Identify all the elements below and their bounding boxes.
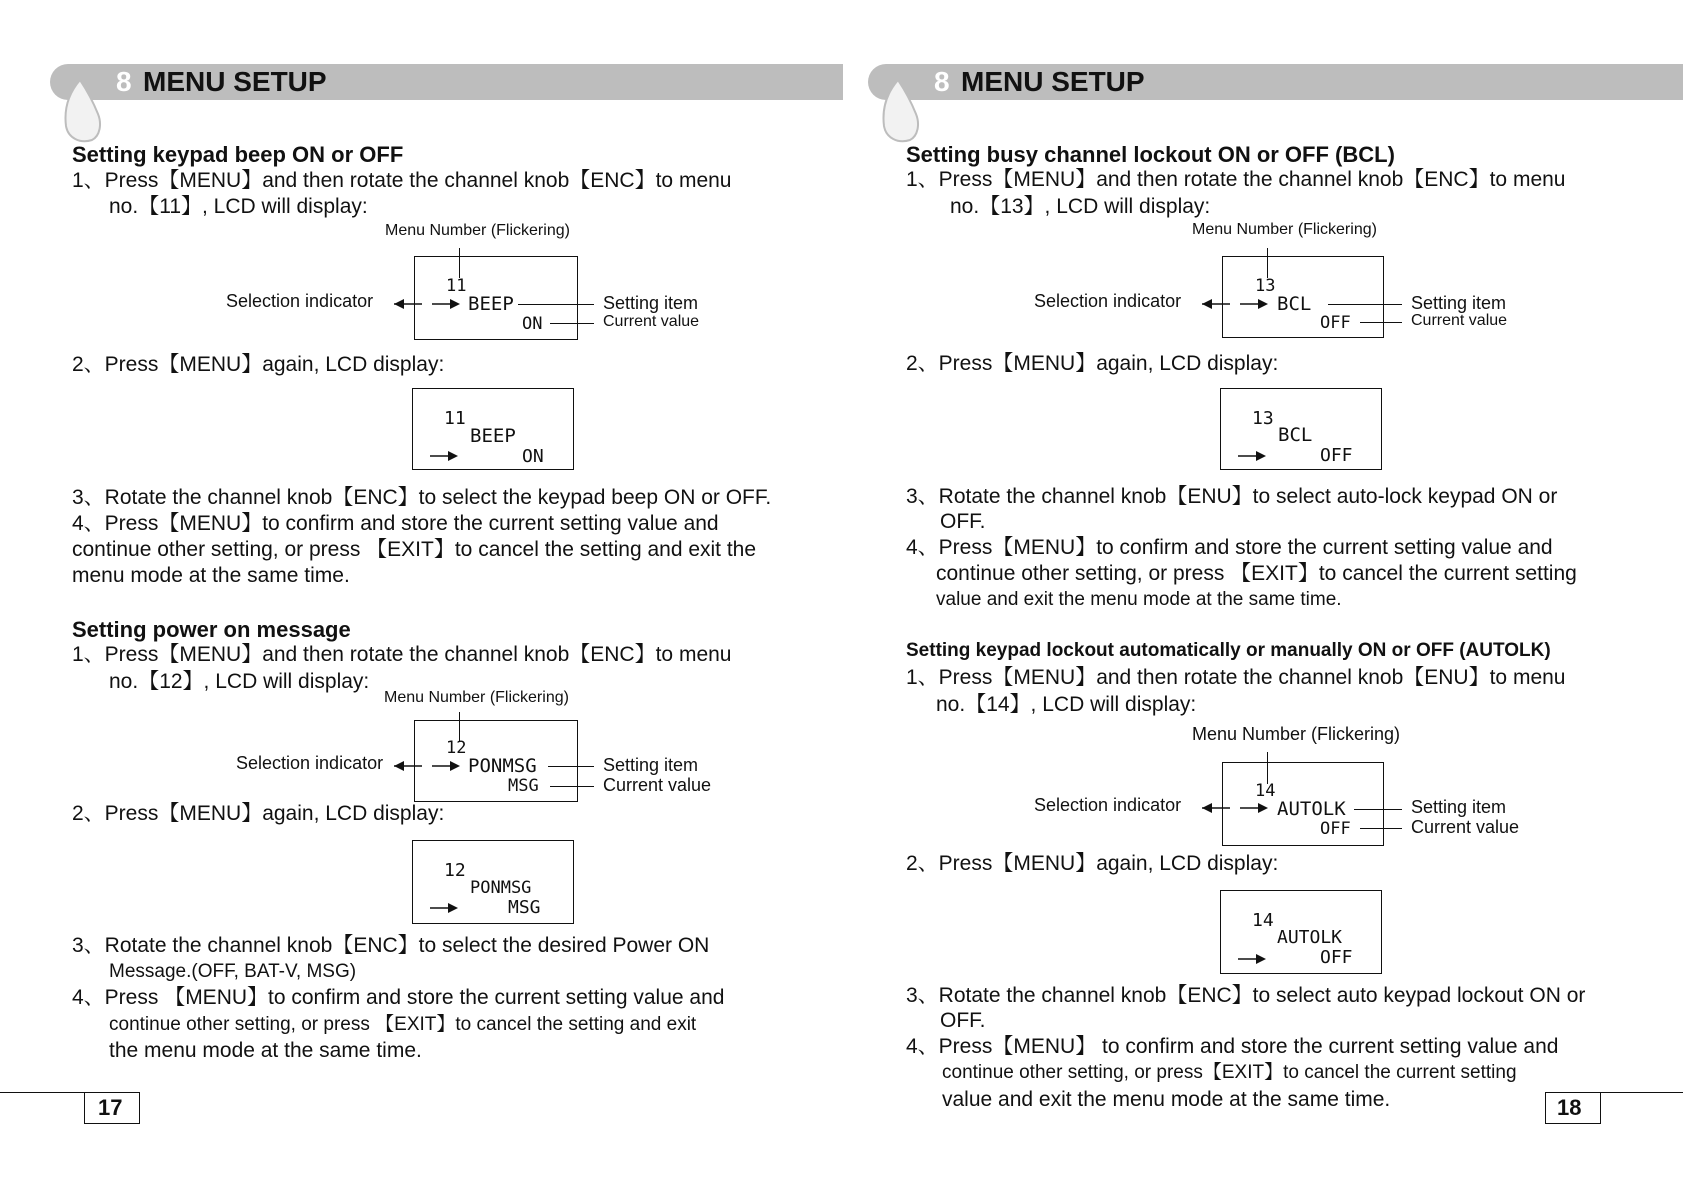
- lcd2-menu-number: 13: [1252, 408, 1274, 429]
- menu-number-label: Menu Number (Flickering): [1192, 221, 1377, 238]
- step-4-line-1: 4、Press【MENU】to confirm and store the current setting value and: [72, 512, 719, 535]
- pointer-line: [459, 248, 460, 278]
- step-3-line-2: Message.(OFF, BAT-V, MSG): [109, 961, 357, 982]
- step-4-line-3: menu mode at the same time.: [72, 564, 350, 587]
- lcd-menu-number: 11: [446, 276, 467, 296]
- lcd2-current-value: MSG: [508, 897, 541, 918]
- step-3-line-2: OFF.: [940, 510, 986, 533]
- lcd-setting-item: BEEP: [468, 293, 514, 315]
- lcd2-setting-item: BCL: [1278, 424, 1313, 446]
- lcd2-setting-item: BEEP: [470, 425, 516, 447]
- lcd-current-value: OFF: [1320, 819, 1351, 839]
- selection-indicator-label: Selection indicator: [1034, 291, 1182, 311]
- setting-item-label: Setting item: [1411, 293, 1507, 313]
- current-value-label: Current value: [603, 313, 700, 330]
- lcd2-menu-number: 12: [444, 860, 466, 881]
- setting-item-label: Setting item: [603, 293, 699, 313]
- menu-number-label: Menu Number (Flickering): [1192, 724, 1401, 744]
- lcd-current-value: ON: [522, 314, 543, 334]
- page-number: 17: [98, 1095, 123, 1120]
- section-title: Setting keypad lockout automatically or manually ON or OFF (AUTOLK): [906, 640, 1551, 661]
- lcd-setting-item: AUTOLK: [1277, 798, 1346, 820]
- step-2: 2、Press【MENU】again, LCD display:: [906, 852, 1279, 875]
- section-title: Setting busy channel lockout ON or OFF (BCL): [906, 142, 1395, 167]
- footer-rule: [0, 1092, 84, 1093]
- step-1-line-2: no.【11】, LCD will display:: [109, 195, 368, 218]
- lcd-current-value: MSG: [508, 776, 539, 796]
- selection-arrow-icon: [392, 297, 462, 311]
- menu-number-label: Menu Number (Flickering): [385, 222, 570, 239]
- step-1-line-2: no.【12】, LCD will display:: [109, 670, 370, 693]
- step-1-line-1: 1、Press【MENU】and then rotate the channel knob【ENC】to menu: [906, 168, 1566, 191]
- step-1-line-1: 1、Press【MENU】and then rotate the channel knob【ENU】to menu: [906, 666, 1566, 689]
- chapter-title: MENU SETUP: [961, 66, 1145, 97]
- lcd2-setting-item: PONMSG: [470, 878, 532, 898]
- step-3-line-1: 3、Rotate the channel knob【ENU】to select auto-lock keypad ON or: [906, 485, 1558, 508]
- lcd2-current-value: OFF: [1320, 445, 1353, 466]
- current-value-label: Current value: [1411, 817, 1520, 837]
- step-3-line-1: 3、Rotate the channel knob【ENC】to select auto keypad lockout ON or: [906, 984, 1586, 1007]
- lcd2-current-value: ON: [522, 446, 544, 467]
- lcd-setting-item: BCL: [1277, 293, 1312, 315]
- lcd-current-value: OFF: [1320, 313, 1351, 333]
- current-value-leader: [550, 323, 594, 324]
- setting-item-label: Setting item: [1411, 797, 1507, 817]
- step-3-line-2: OFF.: [940, 1009, 986, 1032]
- selection-arrow-icon: [392, 759, 462, 773]
- setting-item-leader: [1328, 304, 1402, 305]
- setting-item-leader: [1354, 809, 1402, 810]
- section-title: Setting keypad beep ON or OFF: [72, 142, 404, 167]
- selection-arrow-icon: [1200, 801, 1270, 815]
- selection-indicator-label: Selection indicator: [236, 753, 384, 773]
- step-4-line-2: continue other setting, or press 【EXIT】to cancel the setting and exit the: [72, 538, 757, 561]
- step-4-line-3: value and exit the menu mode at the same time.: [936, 589, 1342, 610]
- setting-item-leader: [518, 304, 594, 305]
- current-value-leader: [550, 786, 594, 787]
- lcd-menu-number: 13: [1255, 276, 1276, 296]
- step-1-line-2: no.【14】, LCD will display:: [936, 693, 1197, 716]
- step-4-line-1: 4、Press 【MENU】to confirm and store the current setting value and: [72, 986, 725, 1009]
- current-value-label: Current value: [1411, 312, 1508, 329]
- step-4-line-1: 4、Press【MENU】to confirm and store the current setting value and: [906, 536, 1553, 559]
- step-1-line-1: 1、Press【MENU】and then rotate the channel knob【ENC】to menu: [72, 643, 732, 666]
- arrow-right-icon: [430, 450, 460, 462]
- chapter-number: 8: [116, 66, 132, 97]
- lcd2-current-value: OFF: [1320, 947, 1353, 968]
- step-3: 3、Rotate the channel knob【ENC】to select the keypad beep ON or OFF.: [72, 486, 772, 509]
- setting-item-leader: [548, 766, 594, 767]
- pointer-line: [1267, 752, 1268, 784]
- current-value-leader: [1360, 828, 1402, 829]
- step-1-line-1: 1、Press【MENU】and then rotate the channel knob【ENC】to menu: [72, 169, 732, 192]
- selection-indicator-label: Selection indicator: [1034, 795, 1182, 815]
- step-4-line-2: continue other setting, or press【EXIT】to cancel the current setting: [942, 1062, 1517, 1083]
- selection-arrow-icon: [1200, 297, 1270, 311]
- lcd2-menu-number: 14: [1252, 910, 1274, 931]
- section-header: [868, 64, 1683, 100]
- selection-indicator-label: Selection indicator: [226, 291, 374, 311]
- step-4-line-2: continue other setting, or press 【EXIT】to cancel the setting and exit: [109, 1014, 697, 1035]
- section-header: [50, 64, 843, 100]
- menu-number-label: Menu Number (Flickering): [384, 689, 569, 706]
- step-4-line-1: 4、Press【MENU】 to confirm and store the current setting value and: [906, 1035, 1559, 1058]
- pointing-hand-icon: [58, 76, 104, 146]
- chapter-number: 8: [934, 66, 950, 97]
- step-2: 2、Press【MENU】again, LCD display:: [906, 352, 1279, 375]
- lcd-menu-number: 12: [446, 738, 467, 758]
- step-3-line-1: 3、Rotate the channel knob【ENC】to select the desired Power ON: [72, 934, 710, 957]
- current-value-leader: [1360, 322, 1402, 323]
- arrow-right-icon: [1238, 450, 1268, 462]
- current-value-label: Current value: [603, 775, 712, 795]
- step-4-line-3: the menu mode at the same time.: [109, 1039, 422, 1062]
- lcd2-setting-item: AUTOLK: [1277, 927, 1343, 948]
- lcd2-menu-number: 11: [444, 408, 466, 429]
- step-4-line-3: value and exit the menu mode at the same time.: [942, 1088, 1391, 1111]
- lcd-menu-number: 14: [1255, 781, 1276, 801]
- footer-rule: [1599, 1092, 1683, 1093]
- lcd-setting-item: PONMSG: [468, 755, 537, 777]
- setting-item-label: Setting item: [603, 755, 699, 775]
- step-4-line-2: continue other setting, or press 【EXIT】to cancel the current setting: [936, 562, 1577, 585]
- chapter-title: MENU SETUP: [143, 66, 327, 97]
- pointing-hand-icon: [876, 76, 922, 146]
- section-title: Setting power on message: [72, 617, 351, 642]
- step-1-line-2: no.【13】, LCD will display:: [950, 195, 1211, 218]
- step-2: 2、Press【MENU】again, LCD display:: [72, 353, 445, 376]
- pointer-line: [1267, 248, 1268, 278]
- page-number: 18: [1557, 1095, 1582, 1120]
- step-2: 2、Press【MENU】again, LCD display:: [72, 802, 445, 825]
- arrow-right-icon: [1238, 953, 1268, 965]
- arrow-right-icon: [430, 902, 460, 914]
